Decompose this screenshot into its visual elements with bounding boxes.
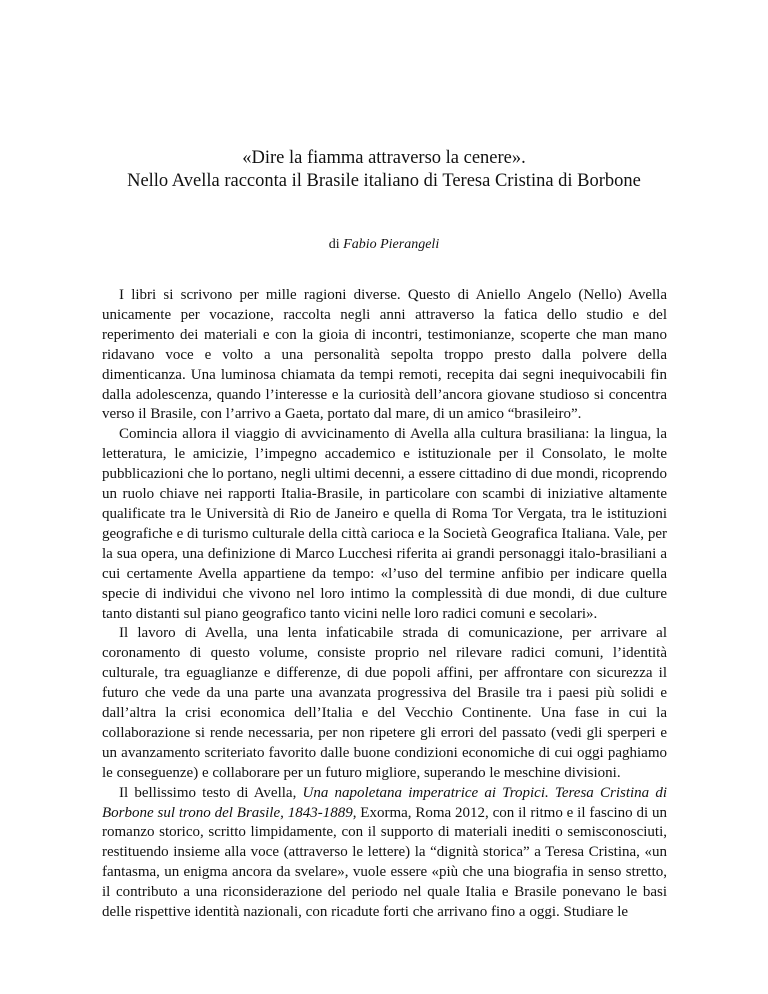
paragraph-3: Il lavoro di Avella, una lenta infaticabile strada di comunicazione, per arrivare al coronamento di questo volume, consiste proprio nel rilevare radici comuni, l’identità culturale, tra eguaglianze e differenze, di due popoli affini, per affrontare con sicurezza il futuro che vede da una parte una avanzata progressiva del Brasile tra i paesi più solidi e dall’altra la crisi economica dell’Italia e del Vecchio Continente. Una fase in cui la collaborazione si rende necessaria, per non ripetere gli errori del passato (vedi gli sperperi e un avanzamento scriteriato favorito dalle buone condizioni economiche di cui oggi paghiamo le conseguenze) e collaborare per un futuro migliore, superando le meschine divisioni. [102,625,667,781]
paragraph-1: I libri si scrivono per mille ragioni diverse. Questo di Aniello Angelo (Nello) Avella unicamente per vocazione, raccolta negli anni attraverso la fatica dello studio e del reperimento dei materiali e con la gioia di incontri, testimonianze, scoperte che man mano ridavano voce e volto a una personalità sepolta troppo presto dalla polvere della dimenticanza. Una luminosa chiamata da tempi remoti, recepita dai segni inequivocabili fin dalla adolescenza, quando l’interesse e la curiosità dell’ancora giovane studioso si concentra verso il Brasile, con l’arrivo a Gaeta, portato dal mare, di un amico “brasileiro”. [102,287,667,423]
byline-prefix: di [328,237,340,252]
book-title: Una napoletana imperatrice ai Tropici. Teresa Cristina di Borbone sul trono del Brasile, 1843-1889 [102,784,668,821]
title-line-1: «Dire la fiamma attraverso la cenere». [242,148,526,168]
article-body [102,286,667,923]
paragraph-4-start: Il bellissimo testo di Avella, [119,784,303,801]
byline-author: Fabio Pierangeli [343,237,440,252]
article-title [60,147,708,193]
paragraph-2: Comincia allora il viaggio di avvicinamento di Avella alla cultura brasiliana: la lingua, la letteratura, le amicizie, l’impegno accademico e istituzionale per il Consolato, le molte pubblicazioni che lo portano, negli ultimi decenni, a essere cittadino di due mondi, ricoprendo un ruolo chiave nei rapporti Italia-Brasile, in particolare con scambi di iniziative altamente qualificate tra le Università di Rio de Janeiro e quella di Roma Tor Vergata, tra le istituzioni geografiche e di turismo culturale della città carioca e la Società Geografica Italiana. Vale, per la sua opera, una definizione di Marco Lucchesi riferita ai grandi personaggi italo-brasiliani a cui certamente Avella appartiene da tempo: «l’uso del termine anfibio per indicare quella specie di individui che vivono nel loro intimo la complessità di due mondi, di due culture tanto distanti sul piano geografico tanto vicini nelle loro radici comuni e secolari». [102,426,667,622]
paragraph-4-rest: , Exorma, Roma 2012, con il ritmo e il fascino di un romanzo storico, scritto limpidamente, con il supporto di materiali inediti o semisconosciuti, restituendo insieme alla voce (attraverso le lettere) la “dignità storica” a Teresa Cristina, «un fantasma, un enigma ancora da svelare», vuole essere «più che una biografia in senso stretto, il contributo a una riconsiderazione del periodo nel quale Italia e Brasile ponevano le basi delle rispettive identità nazionali, con ricadute forti che arrivano fino a oggi. Studiare le [102,804,667,921]
byline [60,236,708,254]
title-line-2: Nello Avella racconta il Brasile italiano di Teresa Cristina di Borbone [127,171,641,191]
paragraph-4 [102,784,667,923]
